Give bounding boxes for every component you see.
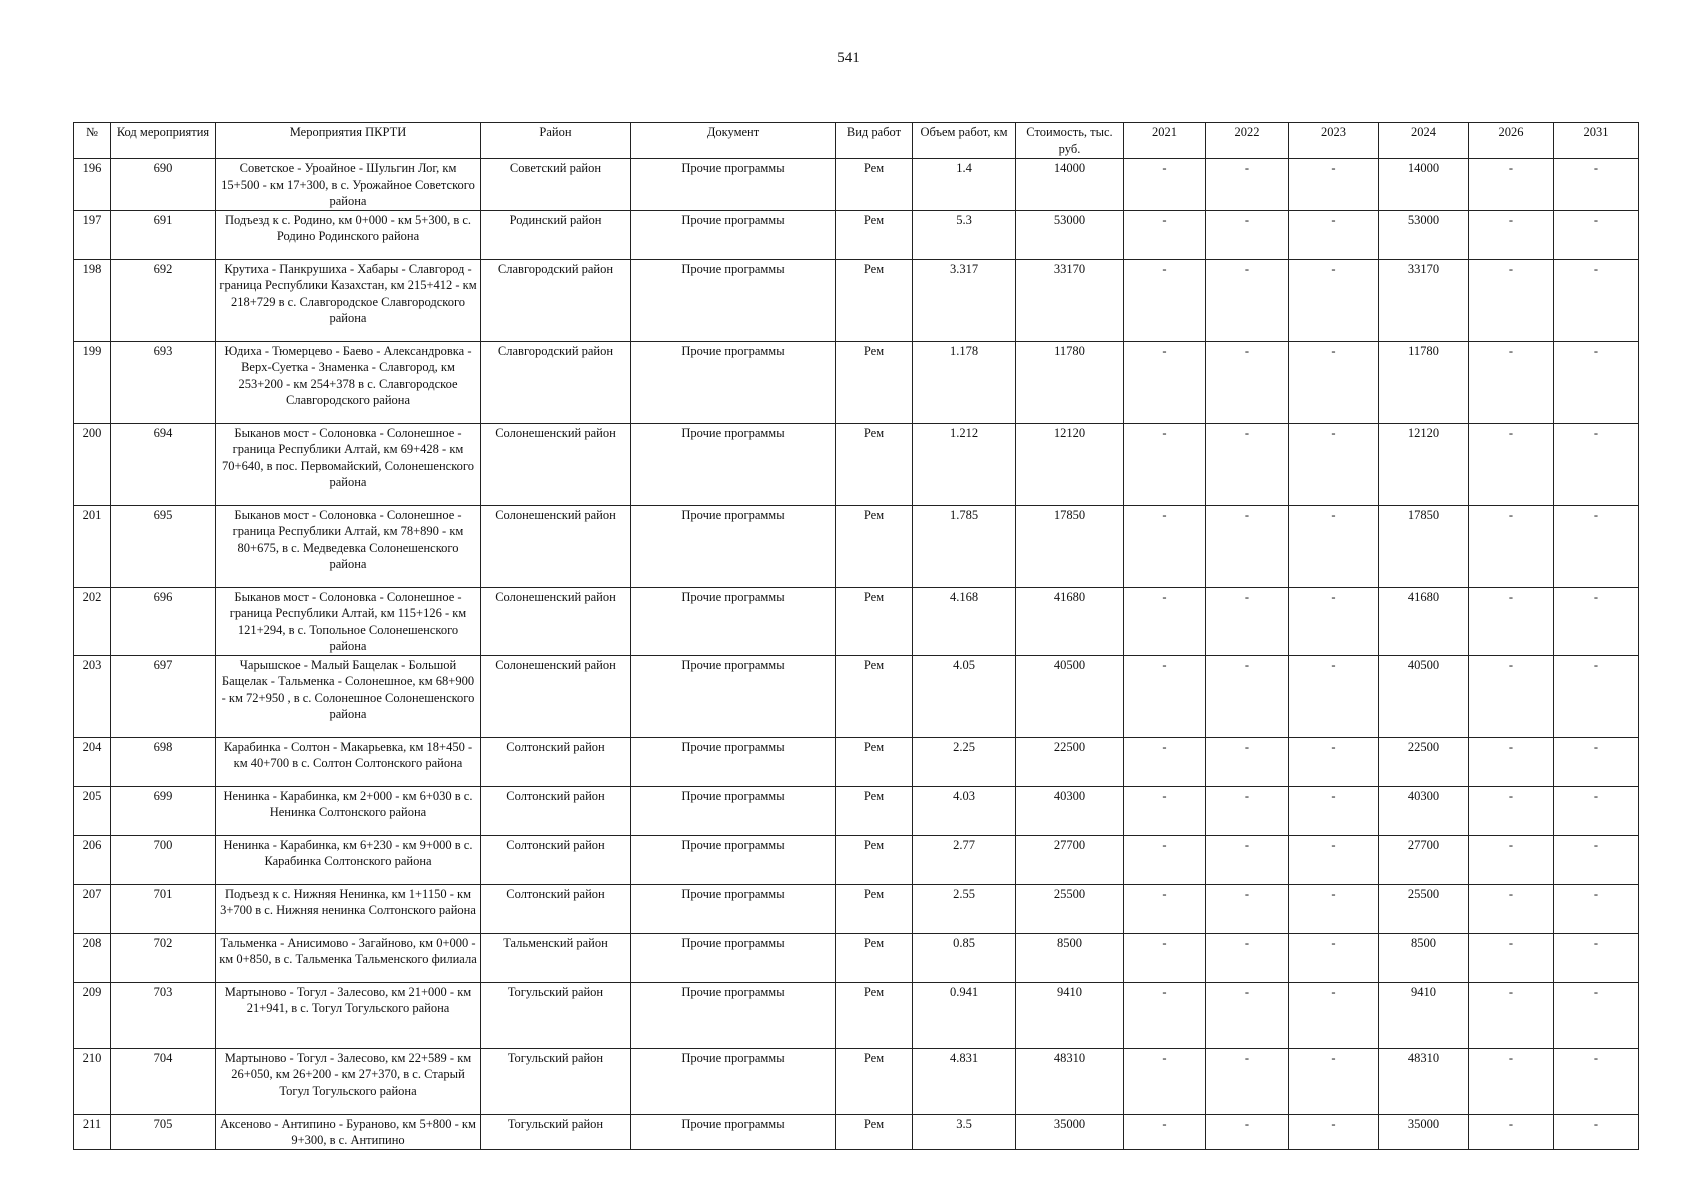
cell-name: Мартыново - Тогул - Залесово, км 21+000 - км 21+941, в с. Тогул Тогульского района bbox=[216, 982, 481, 1048]
cell-num: 204 bbox=[74, 737, 111, 786]
cell-district: Солтонский район bbox=[481, 884, 631, 933]
cell-name: Аксеново - Антипино - Бураново, км 5+800 - км 9+300, в с. Антипино bbox=[216, 1114, 481, 1149]
cell-name: Ненинка - Карабинка, км 2+000 - км 6+030 в с. Ненинка Солтонского района bbox=[216, 786, 481, 835]
cell-2026: - bbox=[1469, 423, 1554, 505]
cell-district: Тогульский район bbox=[481, 982, 631, 1048]
header-work-type: Вид работ bbox=[836, 123, 913, 159]
cell-2023: - bbox=[1289, 210, 1379, 259]
cell-volume: 0.941 bbox=[913, 982, 1016, 1048]
cell-num: 200 bbox=[74, 423, 111, 505]
cell-volume: 4.05 bbox=[913, 655, 1016, 737]
cell-district: Славгородский район bbox=[481, 341, 631, 423]
cell-work-type: Рем bbox=[836, 1114, 913, 1149]
cell-num: 203 bbox=[74, 655, 111, 737]
cell-code: 693 bbox=[111, 341, 216, 423]
cell-2024: 40500 bbox=[1379, 655, 1469, 737]
table-row bbox=[74, 737, 1639, 786]
cell-cost: 35000 bbox=[1016, 1114, 1124, 1149]
cell-volume: 2.55 bbox=[913, 884, 1016, 933]
cell-2026: - bbox=[1469, 737, 1554, 786]
cell-document: Прочие программы bbox=[631, 982, 836, 1048]
cell-2026: - bbox=[1469, 210, 1554, 259]
table-row bbox=[74, 159, 1639, 211]
cell-2021: - bbox=[1124, 786, 1206, 835]
table-row bbox=[74, 587, 1639, 655]
cell-document: Прочие программы bbox=[631, 341, 836, 423]
cell-num: 209 bbox=[74, 982, 111, 1048]
cell-name: Ненинка - Карабинка, км 6+230 - км 9+000 в с. Карабинка Солтонского района bbox=[216, 835, 481, 884]
cell-2023: - bbox=[1289, 737, 1379, 786]
cell-2022: - bbox=[1206, 982, 1289, 1048]
header-2022: 2022 bbox=[1206, 123, 1289, 159]
cell-2031: - bbox=[1554, 982, 1639, 1048]
table-row bbox=[74, 655, 1639, 737]
cell-district: Тогульский район bbox=[481, 1048, 631, 1114]
cell-2022: - bbox=[1206, 423, 1289, 505]
cell-2026: - bbox=[1469, 341, 1554, 423]
cell-cost: 17850 bbox=[1016, 505, 1124, 587]
cell-2021: - bbox=[1124, 835, 1206, 884]
cell-name: Мартыново - Тогул - Залесово, км 22+589 - км 26+050, км 26+200 - км 27+370, в с. Старый Тогул Тогульского района bbox=[216, 1048, 481, 1114]
cell-2023: - bbox=[1289, 933, 1379, 982]
cell-work-type: Рем bbox=[836, 835, 913, 884]
cell-district: Славгородский район bbox=[481, 259, 631, 341]
cell-2026: - bbox=[1469, 884, 1554, 933]
cell-2026: - bbox=[1469, 1114, 1554, 1149]
cell-cost: 40300 bbox=[1016, 786, 1124, 835]
header-2024: 2024 bbox=[1379, 123, 1469, 159]
header-name: Мероприятия ПКРТИ bbox=[216, 123, 481, 159]
cell-name: Чарышское - Малый Бащелак - Большой Бащелак - Тальменка - Солонешное, км 68+900 - км 72+950 , в с. Солонешное Солонешенского района bbox=[216, 655, 481, 737]
cell-2023: - bbox=[1289, 423, 1379, 505]
cell-2022: - bbox=[1206, 737, 1289, 786]
cell-2024: 11780 bbox=[1379, 341, 1469, 423]
table-row bbox=[74, 1114, 1639, 1149]
cell-2021: - bbox=[1124, 423, 1206, 505]
page-number: 541 bbox=[837, 50, 860, 66]
cell-work-type: Рем bbox=[836, 737, 913, 786]
cell-district: Солтонский район bbox=[481, 737, 631, 786]
cell-work-type: Рем bbox=[836, 884, 913, 933]
cell-2022: - bbox=[1206, 884, 1289, 933]
cell-code: 695 bbox=[111, 505, 216, 587]
cell-name: Карабинка - Солтон - Макарьевка, км 18+450 - км 40+700 в с. Солтон Солтонского района bbox=[216, 737, 481, 786]
cell-2022: - bbox=[1206, 1114, 1289, 1149]
cell-cost: 22500 bbox=[1016, 737, 1124, 786]
cell-2021: - bbox=[1124, 259, 1206, 341]
cell-district: Родинский район bbox=[481, 210, 631, 259]
cell-2023: - bbox=[1289, 786, 1379, 835]
cell-document: Прочие программы bbox=[631, 835, 836, 884]
cell-2022: - bbox=[1206, 835, 1289, 884]
cell-2022: - bbox=[1206, 1048, 1289, 1114]
table-row bbox=[74, 835, 1639, 884]
cell-2026: - bbox=[1469, 1048, 1554, 1114]
cell-2024: 40300 bbox=[1379, 786, 1469, 835]
cell-2024: 48310 bbox=[1379, 1048, 1469, 1114]
cell-document: Прочие программы bbox=[631, 1048, 836, 1114]
cell-district: Солонешенский район bbox=[481, 587, 631, 655]
cell-2023: - bbox=[1289, 587, 1379, 655]
cell-code: 699 bbox=[111, 786, 216, 835]
cell-work-type: Рем bbox=[836, 587, 913, 655]
cell-work-type: Рем bbox=[836, 505, 913, 587]
table-row bbox=[74, 982, 1639, 1048]
cell-document: Прочие программы bbox=[631, 423, 836, 505]
table-row bbox=[74, 210, 1639, 259]
cell-2021: - bbox=[1124, 933, 1206, 982]
cell-work-type: Рем bbox=[836, 341, 913, 423]
cell-work-type: Рем bbox=[836, 1048, 913, 1114]
table-row bbox=[74, 505, 1639, 587]
cell-2026: - bbox=[1469, 159, 1554, 211]
cell-cost: 40500 bbox=[1016, 655, 1124, 737]
cell-cost: 48310 bbox=[1016, 1048, 1124, 1114]
cell-2024: 35000 bbox=[1379, 1114, 1469, 1149]
table-row bbox=[74, 933, 1639, 982]
header-volume: Объем работ, км bbox=[913, 123, 1016, 159]
cell-name: Быканов мост - Солоновка - Солонешное - граница Республики Алтай, км 115+126 - км 121+294, в с. Топольное Солонешенского района bbox=[216, 587, 481, 655]
cell-district: Солтонский район bbox=[481, 786, 631, 835]
cell-district: Солонешенский район bbox=[481, 505, 631, 587]
header-district: Район bbox=[481, 123, 631, 159]
table-row bbox=[74, 786, 1639, 835]
cell-document: Прочие программы bbox=[631, 737, 836, 786]
header-2031: 2031 bbox=[1554, 123, 1639, 159]
cell-2031: - bbox=[1554, 933, 1639, 982]
cell-2022: - bbox=[1206, 587, 1289, 655]
cell-2031: - bbox=[1554, 1114, 1639, 1149]
cell-district: Солонешенский район bbox=[481, 423, 631, 505]
cell-2026: - bbox=[1469, 505, 1554, 587]
cell-2024: 33170 bbox=[1379, 259, 1469, 341]
cell-document: Прочие программы bbox=[631, 159, 836, 211]
cell-document: Прочие программы bbox=[631, 1114, 836, 1149]
header-document: Документ bbox=[631, 123, 836, 159]
cell-2024: 14000 bbox=[1379, 159, 1469, 211]
cell-document: Прочие программы bbox=[631, 655, 836, 737]
cell-2031: - bbox=[1554, 210, 1639, 259]
cell-cost: 12120 bbox=[1016, 423, 1124, 505]
cell-num: 206 bbox=[74, 835, 111, 884]
cell-work-type: Рем bbox=[836, 933, 913, 982]
cell-2024: 22500 bbox=[1379, 737, 1469, 786]
cell-2024: 25500 bbox=[1379, 884, 1469, 933]
cell-2022: - bbox=[1206, 210, 1289, 259]
cell-2023: - bbox=[1289, 982, 1379, 1048]
cell-code: 692 bbox=[111, 259, 216, 341]
table-row bbox=[74, 341, 1639, 423]
cell-num: 197 bbox=[74, 210, 111, 259]
cell-code: 694 bbox=[111, 423, 216, 505]
cell-2024: 17850 bbox=[1379, 505, 1469, 587]
cell-2024: 53000 bbox=[1379, 210, 1469, 259]
table-row bbox=[74, 423, 1639, 505]
cell-district: Советский район bbox=[481, 159, 631, 211]
header-2026: 2026 bbox=[1469, 123, 1554, 159]
cell-2026: - bbox=[1469, 982, 1554, 1048]
cell-work-type: Рем bbox=[836, 159, 913, 211]
cell-2023: - bbox=[1289, 884, 1379, 933]
cell-2031: - bbox=[1554, 786, 1639, 835]
table-row bbox=[74, 259, 1639, 341]
cell-2031: - bbox=[1554, 259, 1639, 341]
cell-volume: 2.77 bbox=[913, 835, 1016, 884]
header-code: Код мероприятия bbox=[111, 123, 216, 159]
cell-code: 704 bbox=[111, 1048, 216, 1114]
cell-cost: 27700 bbox=[1016, 835, 1124, 884]
cell-2022: - bbox=[1206, 655, 1289, 737]
cell-num: 199 bbox=[74, 341, 111, 423]
cell-2023: - bbox=[1289, 1114, 1379, 1149]
cell-2024: 12120 bbox=[1379, 423, 1469, 505]
cell-cost: 9410 bbox=[1016, 982, 1124, 1048]
cell-cost: 14000 bbox=[1016, 159, 1124, 211]
cell-2021: - bbox=[1124, 737, 1206, 786]
header-cost: Стоимость, тыс. руб. bbox=[1016, 123, 1124, 159]
cell-2023: - bbox=[1289, 505, 1379, 587]
cell-2023: - bbox=[1289, 835, 1379, 884]
cell-2022: - bbox=[1206, 159, 1289, 211]
cell-name: Советское - Уроайное - Шульгин Лог, км 15+500 - км 17+300, в с. Урожайное Советского района bbox=[216, 159, 481, 211]
cell-cost: 41680 bbox=[1016, 587, 1124, 655]
cell-code: 702 bbox=[111, 933, 216, 982]
header-num: № bbox=[74, 123, 111, 159]
cell-document: Прочие программы bbox=[631, 884, 836, 933]
cell-cost: 53000 bbox=[1016, 210, 1124, 259]
cell-2026: - bbox=[1469, 835, 1554, 884]
cell-2021: - bbox=[1124, 1114, 1206, 1149]
cell-2031: - bbox=[1554, 423, 1639, 505]
cell-code: 690 bbox=[111, 159, 216, 211]
cell-cost: 11780 bbox=[1016, 341, 1124, 423]
cell-cost: 25500 bbox=[1016, 884, 1124, 933]
cell-2024: 8500 bbox=[1379, 933, 1469, 982]
cell-name: Юдиха - Тюмерцево - Баево - Александровка - Верх-Суетка - Знаменка - Славгород, км 253+200 - км 254+378 в с. Славгородское Славгородского района bbox=[216, 341, 481, 423]
works-table bbox=[73, 122, 1639, 1150]
cell-num: 202 bbox=[74, 587, 111, 655]
cell-volume: 4.831 bbox=[913, 1048, 1016, 1114]
cell-2021: - bbox=[1124, 884, 1206, 933]
cell-2021: - bbox=[1124, 982, 1206, 1048]
cell-code: 703 bbox=[111, 982, 216, 1048]
cell-2021: - bbox=[1124, 159, 1206, 211]
cell-district: Солонешенский район bbox=[481, 655, 631, 737]
cell-num: 208 bbox=[74, 933, 111, 982]
cell-2031: - bbox=[1554, 341, 1639, 423]
cell-work-type: Рем bbox=[836, 655, 913, 737]
cell-2022: - bbox=[1206, 933, 1289, 982]
cell-2021: - bbox=[1124, 505, 1206, 587]
cell-2021: - bbox=[1124, 341, 1206, 423]
cell-volume: 1.4 bbox=[913, 159, 1016, 211]
cell-name: Быканов мост - Солоновка - Солонешное - граница Республики Алтай, км 78+890 - км 80+675, в с. Медведевка Солонешенского района bbox=[216, 505, 481, 587]
cell-district: Солтонский район bbox=[481, 835, 631, 884]
cell-2021: - bbox=[1124, 587, 1206, 655]
cell-name: Тальменка - Анисимово - Загайново, км 0+000 - км 0+850, в с. Тальменка Тальменского филиала bbox=[216, 933, 481, 982]
cell-2031: - bbox=[1554, 587, 1639, 655]
cell-num: 198 bbox=[74, 259, 111, 341]
cell-2023: - bbox=[1289, 341, 1379, 423]
cell-volume: 1.212 bbox=[913, 423, 1016, 505]
cell-code: 705 bbox=[111, 1114, 216, 1149]
cell-2026: - bbox=[1469, 786, 1554, 835]
cell-2023: - bbox=[1289, 259, 1379, 341]
cell-document: Прочие программы bbox=[631, 933, 836, 982]
cell-num: 201 bbox=[74, 505, 111, 587]
cell-name: Быканов мост - Солоновка - Солонешное - граница Республики Алтай, км 69+428 - км 70+640, в пос. Первомайский, Солонешенского района bbox=[216, 423, 481, 505]
cell-code: 697 bbox=[111, 655, 216, 737]
cell-district: Тальменский район bbox=[481, 933, 631, 982]
cell-num: 205 bbox=[74, 786, 111, 835]
cell-num: 210 bbox=[74, 1048, 111, 1114]
cell-code: 698 bbox=[111, 737, 216, 786]
cell-document: Прочие программы bbox=[631, 786, 836, 835]
cell-work-type: Рем bbox=[836, 210, 913, 259]
table-body bbox=[74, 159, 1639, 1150]
cell-volume: 1.178 bbox=[913, 341, 1016, 423]
cell-work-type: Рем bbox=[836, 259, 913, 341]
cell-2031: - bbox=[1554, 159, 1639, 211]
header-2023: 2023 bbox=[1289, 123, 1379, 159]
cell-code: 691 bbox=[111, 210, 216, 259]
cell-work-type: Рем bbox=[836, 982, 913, 1048]
cell-2026: - bbox=[1469, 655, 1554, 737]
cell-2021: - bbox=[1124, 210, 1206, 259]
cell-document: Прочие программы bbox=[631, 505, 836, 587]
cell-volume: 0.85 bbox=[913, 933, 1016, 982]
cell-name: Подъезд к с. Родино, км 0+000 - км 5+300, в с. Родино Родинского района bbox=[216, 210, 481, 259]
cell-volume: 5.3 bbox=[913, 210, 1016, 259]
cell-2021: - bbox=[1124, 655, 1206, 737]
cell-2022: - bbox=[1206, 505, 1289, 587]
cell-volume: 1.785 bbox=[913, 505, 1016, 587]
cell-name: Крутиха - Панкрушиха - Хабары - Славгород - граница Республики Казахстан, км 215+412 - км 218+729 в с. Славгородское Славгородского района bbox=[216, 259, 481, 341]
cell-document: Прочие программы bbox=[631, 259, 836, 341]
cell-2023: - bbox=[1289, 655, 1379, 737]
cell-2023: - bbox=[1289, 159, 1379, 211]
cell-2022: - bbox=[1206, 259, 1289, 341]
cell-2026: - bbox=[1469, 259, 1554, 341]
cell-2024: 41680 bbox=[1379, 587, 1469, 655]
cell-num: 207 bbox=[74, 884, 111, 933]
cell-2031: - bbox=[1554, 884, 1639, 933]
cell-2024: 27700 bbox=[1379, 835, 1469, 884]
cell-2031: - bbox=[1554, 835, 1639, 884]
cell-volume: 4.03 bbox=[913, 786, 1016, 835]
header-2021: 2021 bbox=[1124, 123, 1206, 159]
cell-cost: 8500 bbox=[1016, 933, 1124, 982]
cell-work-type: Рем bbox=[836, 786, 913, 835]
cell-2031: - bbox=[1554, 1048, 1639, 1114]
cell-volume: 3.317 bbox=[913, 259, 1016, 341]
cell-document: Прочие программы bbox=[631, 587, 836, 655]
cell-2026: - bbox=[1469, 587, 1554, 655]
cell-document: Прочие программы bbox=[631, 210, 836, 259]
cell-2021: - bbox=[1124, 1048, 1206, 1114]
cell-volume: 3.5 bbox=[913, 1114, 1016, 1149]
cell-code: 696 bbox=[111, 587, 216, 655]
cell-district: Тогульский район bbox=[481, 1114, 631, 1149]
cell-code: 700 bbox=[111, 835, 216, 884]
cell-2024: 9410 bbox=[1379, 982, 1469, 1048]
cell-2031: - bbox=[1554, 737, 1639, 786]
cell-volume: 4.168 bbox=[913, 587, 1016, 655]
cell-work-type: Рем bbox=[836, 423, 913, 505]
cell-2023: - bbox=[1289, 1048, 1379, 1114]
cell-name: Подъезд к с. Нижняя Ненинка, км 1+1150 - км 3+700 в с. Нижняя ненинка Солтонского района bbox=[216, 884, 481, 933]
cell-2022: - bbox=[1206, 341, 1289, 423]
cell-num: 196 bbox=[74, 159, 111, 211]
cell-2026: - bbox=[1469, 933, 1554, 982]
table-row bbox=[74, 884, 1639, 933]
cell-2031: - bbox=[1554, 505, 1639, 587]
cell-volume: 2.25 bbox=[913, 737, 1016, 786]
cell-num: 211 bbox=[74, 1114, 111, 1149]
cell-code: 701 bbox=[111, 884, 216, 933]
cell-2022: - bbox=[1206, 786, 1289, 835]
cell-cost: 33170 bbox=[1016, 259, 1124, 341]
table-header-row bbox=[74, 123, 1639, 159]
cell-2031: - bbox=[1554, 655, 1639, 737]
table-row bbox=[74, 1048, 1639, 1114]
